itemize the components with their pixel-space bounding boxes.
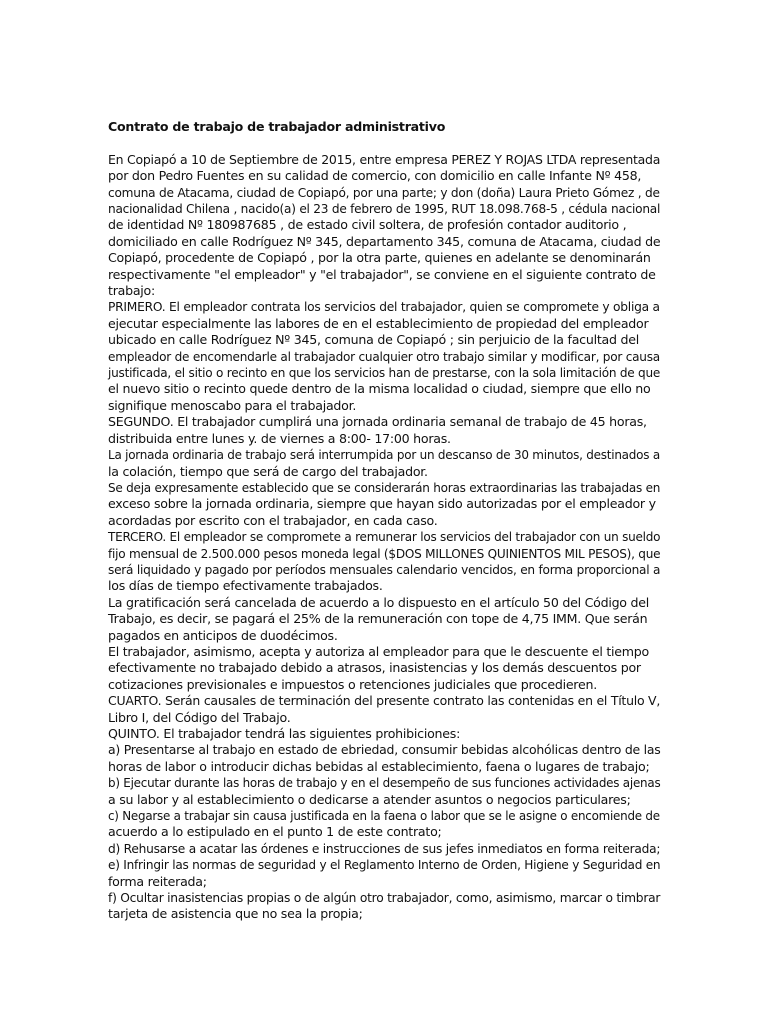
text-line: efectivamente no trabajado debido a atrasos, inasistencias y los demás descuentos por [108, 660, 641, 676]
text-line: En Copiapó a 10 de Septiembre de 2015, entre empresa PEREZ Y ROJAS LTDA representada [108, 151, 661, 167]
text-line: la colación, tiempo que será de cargo del trabajador. [108, 463, 428, 479]
text-line: La gratificación será cancelada de acuerdo a lo dispuesto en el artículo 50 del Código del [108, 594, 650, 610]
text-line: Trabajo, es decir, se pagará el 25% de la remuneración con tope de 4,75 IMM. Que serán [108, 611, 648, 627]
text-line: a) Presentarse al trabajo en estado de ebriedad, consumir bebidas alcohólicas dentro de las [108, 742, 661, 758]
text-line: QUINTO. El trabajador tendrá las siguientes prohibiciones: [108, 726, 461, 742]
text-line: b) Ejecutar durante las horas de trabajo y en el desempeño de sus funciones actividades ajenas [108, 775, 661, 791]
text-line: La jornada ordinaria de trabajo será interrumpida por un descanso de 30 minutos, destinados a [108, 447, 660, 463]
text-line: distribuida entre lunes y. de viernes a 8:00- 17:00 horas. [108, 430, 451, 446]
text-line: cotizaciones previsionales e impuestos o retenciones judiciales que procedieren. [108, 676, 597, 692]
text-line: forma reiterada; [108, 873, 207, 889]
text-line: CUARTO. Serán causales de terminación del presente contrato las contenidas en el Título V, [108, 693, 661, 709]
text-line: d) Rehusarse a acatar las órdenes e instrucciones de sus jefes inmediatos en forma reiterada; [108, 840, 661, 856]
text-line: Libro I, del Código del Trabajo. [108, 709, 291, 725]
text-line: Copiapó, procedente de Copiapó , por la otra parte, quienes en adelante se denominarán [108, 250, 651, 266]
text-line: exceso sobre la jornada ordinaria, siempre que hayan sido autorizadas por el empleador y [108, 496, 656, 512]
text-line: ejecutar especialmente las labores de en el establecimiento de propiedad del empleador [108, 315, 649, 331]
document-page [108, 119, 660, 923]
text-line: acordadas por escrito con el trabajador, en cada caso. [108, 512, 438, 528]
text-line: a su labor y al establecimiento o dedicarse a atender asuntos o negocios particulares; [108, 791, 631, 807]
text-line: El trabajador, asimismo, acepta y autoriza al empleador para que le descuente el tiempo [108, 643, 649, 659]
text-line: ubicado en calle Rodríguez Nº 345, comuna de Copiapó ; sin perjuicio de la facultad del [108, 332, 639, 348]
text-line: fijo mensual de 2.500.000 pesos moneda legal ($DOS MILLONES QUINIENTOS MIL PESOS), que [108, 545, 661, 561]
text-line: c) Negarse a trabajar sin causa justificada en la faena o labor que se le asigne o encomiende de [108, 808, 660, 824]
text-line: SEGUNDO. El trabajador cumplirá una jornada ordinaria semanal de trabajo de 45 horas, [108, 414, 647, 430]
text-line: e) Infringir las normas de seguridad y el Reglamento Interno de Orden, Higiene y Seguridad en [108, 857, 661, 873]
text-line: justificada, el sitio o recinto en que los servicios han de prestarse, con la sola limitación de que [108, 365, 661, 381]
text-line: por don Pedro Fuentes en su calidad de comercio, con domicilio en calle Infante Nº 458, [108, 168, 642, 184]
text-line: empleador de encomendarle al trabajador cualquier otro trabajo similar y modificar, por causa [108, 348, 660, 364]
text-line: nacionalidad Chilena , nacido(a) el 23 de febrero de 1995, RUT 18.098.768-5 , cédula nacional [108, 201, 661, 217]
text-line: signifique menoscabo para el trabajador. [108, 397, 357, 413]
text-line: respectivamente "el empleador" y "el trabajador", se conviene en el siguiente contrato de [108, 266, 656, 282]
text-line: pagados en anticipos de duodécimos. [108, 627, 338, 643]
text-line: trabajo: [108, 283, 155, 299]
text-line: PRIMERO. El empleador contrata los servicios del trabajador, quien se compromete y obliga a [108, 299, 660, 315]
text-line: horas de labor o introducir dichas bebidas al establecimiento, faena o lugares de trabajo; [108, 758, 650, 774]
text-line: el nuevo sitio o recinto quede dentro de la misma localidad o ciudad, siempre que ello no [108, 381, 651, 397]
text-line: los días de tiempo efectivamente trabajados. [108, 578, 383, 594]
text-line: acuerdo a lo estipulado en el punto 1 de este contrato; [108, 824, 442, 840]
text-line: domiciliado en calle Rodríguez Nº 345, departamento 345, comuna de Atacama, ciudad de [108, 233, 661, 249]
text-line: comuna de Atacama, ciudad de Copiapó, por una parte; y don (doña) Laura Prieto Gómez , de [108, 184, 660, 200]
text-line: será liquidado y pagado por períodos mensuales calendario vencidos, en forma proporcional a [108, 561, 661, 577]
text-line: de identidad Nº 180987685 , de estado civil soltera, de profesión contador auditorio , [108, 217, 627, 233]
text-line: TERCERO. El empleador se compromete a remunerar los servicios del trabajador con un sueldo [108, 529, 661, 545]
text-line: Se deja expresamente establecido que se considerarán horas extraordinarias las trabajadas en [108, 479, 661, 495]
text-line: f) Ocultar inasistencias propias o de algún otro trabajador, como, asimismo, marcar o timbrar [108, 890, 661, 906]
text-line: tarjeta de asistencia que no sea la propia; [108, 906, 363, 922]
document-title: Contrato de trabajo de trabajador administrativo [108, 119, 446, 134]
document-body [108, 152, 660, 923]
